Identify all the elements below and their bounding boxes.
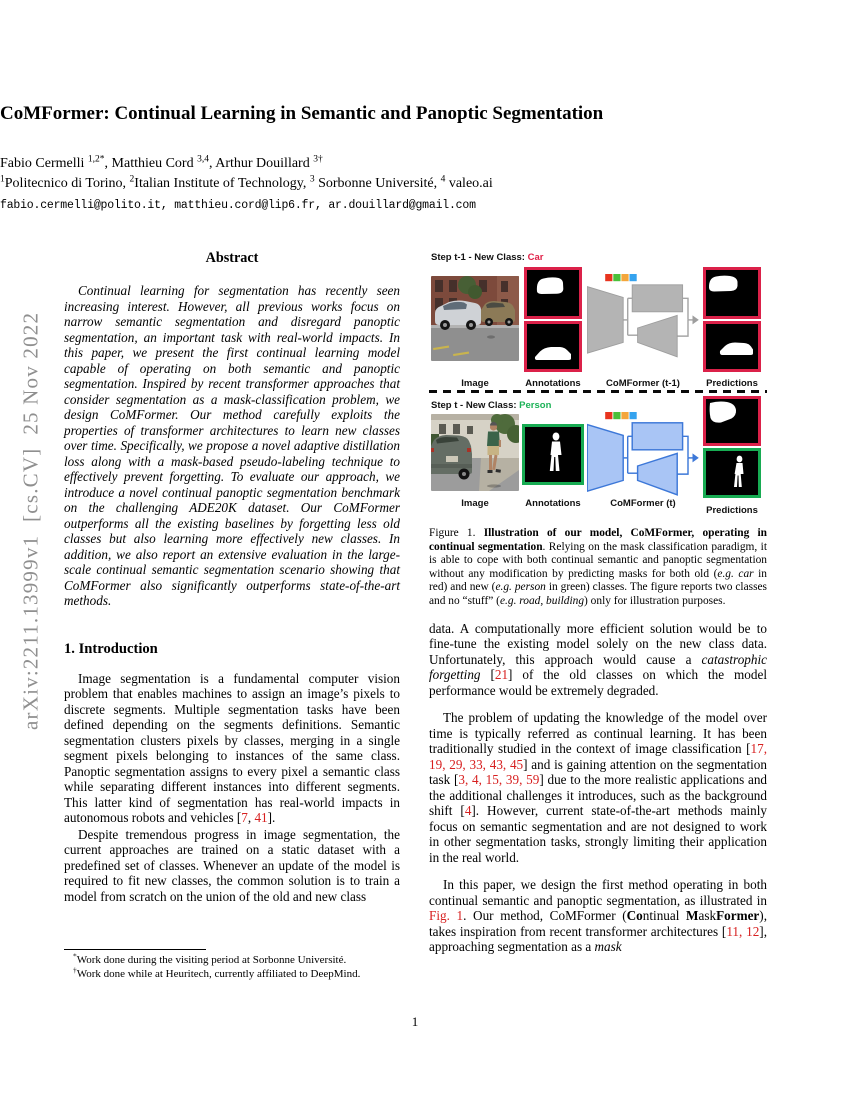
citation-link[interactable]: 17, 19, 29, 33, 43, 45 (429, 741, 767, 772)
footnote-rule (64, 949, 206, 950)
citation-link[interactable]: 41 (254, 810, 268, 825)
text-segment: Work done during the visiting period at Sorbonne Université. (76, 954, 347, 966)
citation-link[interactable]: 4 (464, 803, 472, 819)
text-segment: Illustration of our model, CoMFormer, operating in continual segmentation (429, 527, 767, 553)
prediction-mask-car-2 (703, 321, 761, 372)
citation-link[interactable]: Fig. 1 (429, 908, 464, 924)
intro-paragraph-2 (64, 827, 400, 905)
encoder-trapezoid (587, 425, 623, 492)
text-segment: † (73, 965, 77, 975)
text-segment: Italian Institute of Technology, (134, 176, 310, 191)
text-segment: In this paper, we design the first method operating in both continual semantic and panoptic segmentation, as illustrated in (429, 877, 767, 908)
text-segment: , Arthur Douillard (209, 156, 314, 171)
figure-label-annotations-1: Annotations (525, 378, 581, 389)
text-segment: catastrophic forgetting (429, 651, 767, 683)
class-tokens-icon (605, 412, 637, 419)
left-column (64, 250, 400, 904)
output-arrow-icon (693, 315, 699, 324)
text-segment: Fabio Cermelli (0, 156, 88, 171)
person-photo (431, 414, 519, 491)
person-silhouette (525, 427, 581, 482)
text-segment: Figure 1. (429, 527, 484, 539)
transformer-decoder-rect (632, 285, 682, 312)
pixel-decoder-trapezoid (638, 453, 678, 494)
text-segment: Step t - New Class: (431, 400, 520, 411)
car-silhouette (706, 324, 758, 369)
text-segment: ) only for illustration purposes. (584, 594, 726, 607)
text-segment: [ (480, 667, 495, 683)
comformer-architecture-gray (587, 274, 699, 364)
introduction-heading: 1. Introduction (64, 640, 158, 657)
step2-header (431, 398, 551, 414)
text-segment: Image segmentation is a fundamental computer vision problem that enables machines to assign an image’s pixels to discrete segments. Multiple segmentation tasks have been defined depending on the segments definitions. Semantic segmentation clusters pixels by classes, merging in a single segment pixels belonging to instances of the same class. Panoptic segmentation assigns to every pixel a semantic class while separating different instances into different segments. This latter kind of segmentation has real-world impacts in autonomous robots and vehicles [ (64, 670, 400, 825)
prediction-mask-person (703, 448, 761, 498)
text-segment: Car (527, 252, 544, 263)
text-segment: ntinual (642, 908, 687, 924)
text-segment: Former (716, 908, 760, 924)
figure-label-image-1: Image (461, 378, 489, 389)
figure-label-image-2: Image (461, 498, 489, 509)
footnote-1 (64, 951, 400, 968)
text-segment: Politecnico di Torino, (4, 176, 130, 191)
text-segment: 1 (0, 174, 5, 185)
text-segment: ]. However, current state-of-the-art methods mainly focus on semantic segmentation and are not designed to work in other segmentation tasks, strongly limiting their application in the real world. (429, 803, 768, 865)
text-segment: , Matthieu Cord (104, 156, 198, 171)
car-silhouette (527, 324, 579, 369)
annotation-mask-car-2 (524, 321, 582, 372)
prediction-mask-car-1 (703, 267, 761, 319)
text-segment: * (73, 951, 77, 961)
prediction-mask-old-car (703, 396, 761, 446)
model-diagram-t-1 (587, 274, 699, 368)
step1-header (431, 250, 543, 266)
text-segment: e.g. person (495, 581, 546, 594)
emails-line: fabio.cermelli@polito.it, matthieu.cord@lip6.fr, ar.douillard@gmail.com (0, 199, 476, 212)
right-column (429, 250, 767, 955)
text-segment: Person (519, 400, 552, 411)
text-segment: e.g. car (717, 567, 754, 580)
authors-line (0, 156, 702, 172)
footnote-block (64, 949, 400, 982)
figure-1 (429, 250, 767, 517)
text-segment: data. A computationally more efficient solution would be to fine-tune the existing model solely on the new class data. Unfortunately, this approach would cause a (429, 620, 767, 667)
intro-paragraph-1 (64, 671, 400, 826)
abstract-heading: Abstract (205, 250, 259, 266)
text-segment: Step t-1 - New Class: (431, 252, 528, 263)
text-segment: Co (626, 908, 643, 924)
text-segment: ask (698, 908, 717, 924)
col2-paragraph-3 (429, 877, 767, 955)
text-segment: 1,2* (87, 154, 105, 165)
text-segment: ], approaching segmentation as a (429, 923, 767, 955)
car-silhouette (706, 270, 758, 316)
footnote-2 (64, 965, 400, 982)
figure-caption (429, 527, 767, 609)
text-segment: e.g. road, building (499, 594, 585, 607)
annotation-mask-person (522, 424, 584, 485)
text-segment: ] of the old classes on which the model performance would be extremely degraded. (429, 667, 767, 698)
arxiv-watermark: arXiv:2211.13999v1 [cs.CV] 25 Nov 2022 (18, 311, 43, 730)
figure-label-annotations-2: Annotations (525, 498, 581, 509)
text-segment: in green) classes. The figure reports two classes and no “stuff” ( (429, 581, 767, 607)
figure-label-predictions-1: Predictions (706, 378, 758, 389)
figure-label-predictions-2: Predictions (706, 505, 758, 516)
text-segment: M (686, 908, 699, 924)
comformer-architecture-blue (587, 412, 699, 502)
text-segment: . Relying on the mask classification paradigm, it is able to cope with both continual semantic and panoptic segmentation without any modification by predicting masks for both old ( (429, 540, 767, 580)
figure-label-model-1: CoMFormer (t-1) (606, 378, 680, 389)
car-silhouette (706, 399, 758, 443)
output-arrow-icon (693, 453, 699, 462)
model-diagram-t (587, 412, 699, 506)
page-number: 1 (411, 1014, 419, 1029)
class-tokens-icon (605, 274, 637, 281)
text-segment: Sorbonne Université, (314, 176, 441, 191)
text-segment: ] and is gaining attention on the segmentation task [ (429, 756, 767, 788)
text-segment: Despite tremendous progress in image segmentation, the current approaches are trained on a static dataset with a predefined set of classes. Whenever an update of the model is required to fit new classes, the common solution is to train a model from scratch on the union of the old and new class (64, 826, 400, 904)
text-segment: ), takes inspiration from recent transformer architectures [ (429, 908, 767, 939)
text-segment: 4 (440, 174, 446, 185)
text-segment: 3,4 (197, 154, 209, 165)
text-segment: 2 (129, 174, 135, 185)
street-scene-image (431, 276, 519, 361)
text-segment: The problem of updating the knowledge of the model over time is typically referred as continual learning. It has been traditionally studied in the context of image classification [ (429, 710, 767, 757)
text-segment: in red) and new ( (429, 567, 767, 594)
text-segment: ]. (267, 810, 276, 825)
person-silhouette (706, 451, 758, 495)
text-segment: ] due to the more realistic applications and the additional challenges it introduces, such as the background shift [ (429, 772, 768, 819)
citation-link[interactable]: 21 (494, 667, 509, 683)
citation-link[interactable]: 3, 4, 15, 39, 59 (458, 772, 540, 788)
annotation-mask-car-1 (524, 267, 582, 319)
step-separator (429, 390, 767, 393)
text-segment: 3 (309, 174, 315, 185)
encoder-trapezoid (587, 287, 623, 354)
car-silhouette (527, 270, 579, 316)
citation-link[interactable]: 7 (241, 810, 248, 825)
affiliations-line (0, 176, 702, 192)
street-photo (431, 276, 519, 361)
station-wagon-car (431, 435, 472, 480)
abstract-text (64, 283, 400, 609)
text-segment: 3† (313, 154, 323, 165)
col2-paragraph-1 (429, 621, 767, 699)
transformer-decoder-rect (632, 423, 682, 450)
text-segment: valeo.ai (445, 176, 493, 191)
text-segment: , (247, 810, 255, 825)
citation-link[interactable]: 11, 12 (726, 923, 760, 939)
text-segment: . Our method, CoMFormer ( (463, 908, 627, 924)
text-segment: mask (594, 939, 622, 955)
person-scene-image (431, 414, 519, 491)
text-segment: Continual learning for segmentation has recently seen increasing interest. However, all previous works focus on narrow semantic segmentation and disregard panoptic segmentation, an important task with real-world impacts. In this paper, we present the first continual learning model capable of operating on both semantic and panoptic segmentation. Inspired by recent transformer approaches that consider segmentation as a mask-classification problem, we design CoMFormer. Our method carefully exploits the properties of transformer architectures to learn new classes over time. Specifically, we propose a novel adaptive distillation loss along with a mask-based pseudo-labeling technique to effectively prevent forgetting. To evaluate our approach, we introduce a novel continual panoptic segmentation benchmark on the challenging ADE20K dataset. Our CoMFormer outperforms all the existing baselines by forgetting less old classes but also learning more effectively new classes. In addition, we also report an extensive evaluation in the large-scale continual semantic segmentation scenario showing that CoMFormer also significantly outperforms state-of-the-art methods. (64, 283, 400, 608)
figure-label-model-2: CoMFormer (t) (610, 498, 676, 509)
col2-paragraph-2 (429, 710, 767, 865)
paper-title: CoMFormer: Continual Learning in Semantic and Panoptic Segmentation (0, 103, 604, 124)
pixel-decoder-trapezoid (638, 315, 678, 356)
text-segment: Work done while at Heuritech, currently affiliated to DeepMind. (76, 967, 361, 980)
